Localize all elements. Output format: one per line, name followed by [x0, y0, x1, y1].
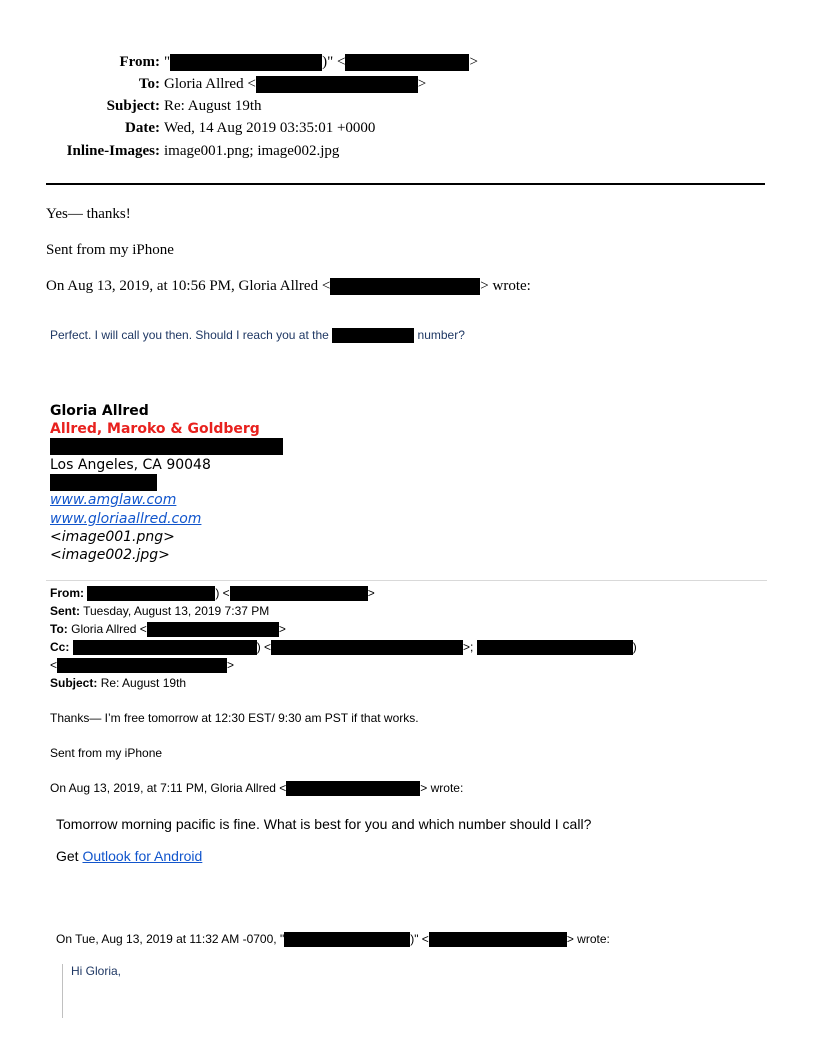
- redaction-block: [170, 54, 322, 71]
- forward-subject: Subject: Re: August 19th: [50, 676, 187, 690]
- sent-from-iphone: Sent from my iPhone: [46, 242, 174, 258]
- gloriaallred-link[interactable]: www.gloriaallred.com: [50, 511, 202, 527]
- redaction-block: [57, 658, 227, 673]
- signature-firm: Allred, Maroko & Goldberg: [50, 421, 260, 437]
- tomorrow-text: Tomorrow morning pacific is fine. What is best for you and which number should I call?: [56, 816, 592, 832]
- forward-sent-from-iphone: Sent from my iPhone: [50, 746, 163, 760]
- reply-text: Yes— thanks!: [46, 206, 131, 222]
- redaction-block: [429, 932, 567, 947]
- forward-quote-attribution: On Aug 13, 2019, at 7:11 PM, Gloria Allred < > wrote:: [50, 781, 464, 795]
- signature-name: Gloria Allred: [50, 403, 149, 419]
- on-tue-attribution: On Tue, Aug 13, 2019 at 11:32 AM -0700, " )" < > wrote:: [56, 932, 610, 946]
- redaction-block: [330, 278, 480, 295]
- hi-gloria: Hi Gloria,: [71, 964, 122, 978]
- subject-label: Subject:: [106, 98, 160, 114]
- redaction-block: [147, 622, 279, 637]
- to-value: Gloria Allred < >: [164, 76, 427, 92]
- redaction-block: [50, 474, 157, 491]
- inline-images-value: image001.png; image002.jpg: [164, 143, 340, 159]
- perfect-text: Perfect. I will call you then. Should I reach you at the number?: [50, 328, 465, 342]
- inline-images-label: Inline-Images:: [66, 143, 160, 159]
- from-label: From:: [119, 54, 160, 70]
- forward-from: From: ) < >: [50, 586, 375, 600]
- get-outlook-line: Get Outlook for Android: [56, 848, 203, 864]
- to-label: To:: [138, 76, 160, 92]
- redaction-block: [286, 781, 420, 796]
- redaction-block: [256, 76, 418, 93]
- signature-city: Los Angeles, CA 90048: [50, 457, 211, 473]
- inline-image-1: <image001.png>: [50, 529, 175, 545]
- redaction-block: [87, 586, 215, 601]
- redaction-block: [477, 640, 633, 655]
- amglaw-link[interactable]: www.amglaw.com: [50, 492, 177, 508]
- subject-value: Re: August 19th: [164, 98, 262, 114]
- forward-sent: Sent: Tuesday, August 13, 2019 7:37 PM: [50, 604, 270, 618]
- outlook-android-link[interactable]: Outlook for Android: [82, 848, 203, 864]
- forward-cc: Cc: ) < >; ): [50, 640, 637, 654]
- redaction-block: [284, 932, 410, 947]
- forward-to: To: Gloria Allred < >: [50, 622, 286, 636]
- forward-divider: [46, 580, 767, 581]
- redaction-block: [332, 328, 414, 343]
- quote-bar: [62, 964, 63, 1018]
- redaction-block: [73, 640, 257, 655]
- redaction-block: [271, 640, 463, 655]
- forward-cc-line2: < >: [50, 658, 235, 672]
- date-value: Wed, 14 Aug 2019 03:35:01 +0000: [164, 120, 376, 136]
- header-divider: [46, 183, 765, 185]
- inline-image-2: <image002.jpg>: [50, 547, 170, 563]
- from-value: " )" < >: [164, 54, 478, 70]
- redaction-block: [345, 54, 469, 71]
- redaction-block: [230, 586, 368, 601]
- thanks-text: Thanks— I’m free tomorrow at 12:30 EST/ 9:30 am PST if that works.: [50, 711, 419, 725]
- quote-attribution: On Aug 13, 2019, at 10:56 PM, Gloria Allred < > wrote:: [46, 278, 531, 294]
- date-label: Date:: [125, 120, 160, 136]
- redaction-block: [50, 438, 283, 455]
